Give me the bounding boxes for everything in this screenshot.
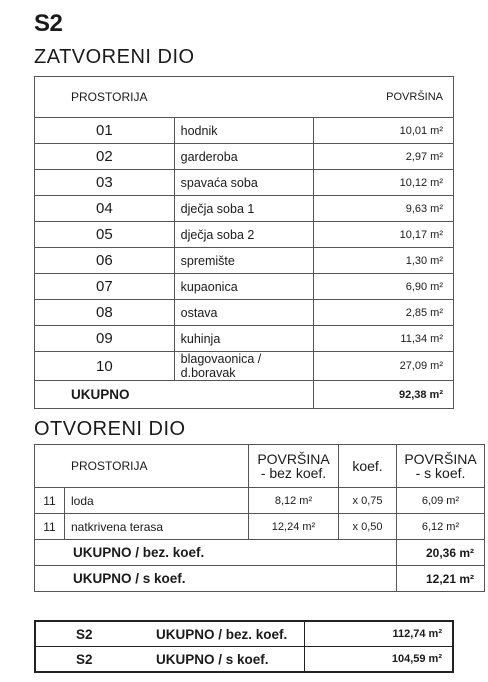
- row-number: 04: [35, 196, 175, 222]
- row-area-raw: 12,24 m²: [249, 514, 339, 540]
- row-area: 6,90 m²: [314, 274, 454, 300]
- row-room-name: dječja soba 2: [174, 222, 314, 248]
- row-area-raw: 8,12 m²: [249, 488, 339, 514]
- open-total-raw-label: UKUPNO / bez. koef.: [35, 540, 397, 566]
- table-row: [35, 118, 454, 144]
- table-row: [35, 300, 454, 326]
- row-area: 11,34 m²: [314, 326, 454, 352]
- summary-table: [34, 620, 454, 673]
- open-total-coef-row: [35, 566, 485, 592]
- unit-title: S2: [34, 10, 63, 37]
- row-room-name: blagovaonica / d.boravak: [174, 352, 314, 381]
- row-number: 06: [35, 248, 175, 274]
- header-area-raw-line2: - bez koef.: [260, 465, 327, 481]
- row-room-name: spavaća soba: [174, 170, 314, 196]
- table-row: [35, 274, 454, 300]
- closed-total-label: UKUPNO: [35, 381, 314, 409]
- row-room-name: kuhinja: [174, 326, 314, 352]
- row-area: 10,12 m²: [314, 170, 454, 196]
- table-header: [35, 445, 485, 488]
- summary-label: UKUPNO / bez. koef.: [156, 621, 305, 647]
- row-room-name: spremište: [174, 248, 314, 274]
- table-row: [35, 144, 454, 170]
- open-total-coef-area: 12,21 m²: [397, 566, 485, 592]
- row-room-name: natkrivena terasa: [65, 514, 249, 540]
- summary-row-raw: [35, 621, 453, 647]
- row-coef: x 0,50: [339, 514, 397, 540]
- table-row: [35, 196, 454, 222]
- open-total-coef-label: UKUPNO / s koef.: [35, 566, 397, 592]
- table-header: [35, 77, 454, 118]
- row-room-name: garderoba: [174, 144, 314, 170]
- closed-area-table: [34, 76, 454, 409]
- row-room-name: hodnik: [174, 118, 314, 144]
- summary-unit: S2: [35, 621, 156, 647]
- summary-row-coef: [35, 647, 453, 673]
- closed-total-area: 92,38 m²: [314, 381, 454, 409]
- row-number: 07: [35, 274, 175, 300]
- header-area-raw: [249, 445, 339, 488]
- summary-unit: S2: [35, 647, 156, 673]
- header-room: PROSTORIJA: [35, 445, 249, 488]
- row-number: 05: [35, 222, 175, 248]
- table-row: [35, 248, 454, 274]
- header-area-raw-line1: POVRŠINA: [257, 451, 330, 467]
- summary-area: 112,74 m²: [305, 621, 454, 647]
- row-number: 01: [35, 118, 175, 144]
- row-area: 2,85 m²: [314, 300, 454, 326]
- row-room-name: dječja soba 1: [174, 196, 314, 222]
- row-area: 10,17 m²: [314, 222, 454, 248]
- row-number: 10: [35, 352, 175, 381]
- row-area: 10,01 m²: [314, 118, 454, 144]
- row-room-name: ostava: [174, 300, 314, 326]
- row-number: 11: [35, 514, 65, 540]
- closed-total-row: [35, 381, 454, 409]
- row-number: 03: [35, 170, 175, 196]
- header-area-coef: [397, 445, 485, 488]
- row-room-name: kupaonica: [174, 274, 314, 300]
- open-area-table: [34, 444, 485, 592]
- header-area: POVRŠINA: [314, 77, 454, 118]
- row-number: 11: [35, 488, 65, 514]
- header-area-coef-line2: - s koef.: [415, 465, 466, 481]
- open-total-raw-row: [35, 540, 485, 566]
- row-number: 09: [35, 326, 175, 352]
- summary-area: 104,59 m²: [305, 647, 454, 673]
- row-area: 1,30 m²: [314, 248, 454, 274]
- row-area: 27,09 m²: [314, 352, 454, 381]
- table-row: [35, 488, 485, 514]
- header-room: PROSTORIJA: [35, 77, 314, 118]
- row-number: 02: [35, 144, 175, 170]
- table-row: [35, 170, 454, 196]
- summary-label: UKUPNO / s koef.: [156, 647, 305, 673]
- table-row: [35, 352, 454, 381]
- header-coef: koef.: [339, 445, 397, 488]
- row-area: 2,97 m²: [314, 144, 454, 170]
- open-section-title: OTVORENI DIO: [34, 418, 186, 440]
- row-coef: x 0,75: [339, 488, 397, 514]
- table-row: [35, 326, 454, 352]
- row-number: 08: [35, 300, 175, 326]
- header-area-coef-line1: POVRŠINA: [404, 451, 477, 467]
- row-area-coef: 6,09 m²: [397, 488, 485, 514]
- table-row: [35, 222, 454, 248]
- row-area-coef: 6,12 m²: [397, 514, 485, 540]
- open-total-raw-area: 20,36 m²: [397, 540, 485, 566]
- row-room-name: loda: [65, 488, 249, 514]
- row-area: 9,63 m²: [314, 196, 454, 222]
- table-row: [35, 514, 485, 540]
- closed-section-title: ZATVORENI DIO: [34, 46, 195, 68]
